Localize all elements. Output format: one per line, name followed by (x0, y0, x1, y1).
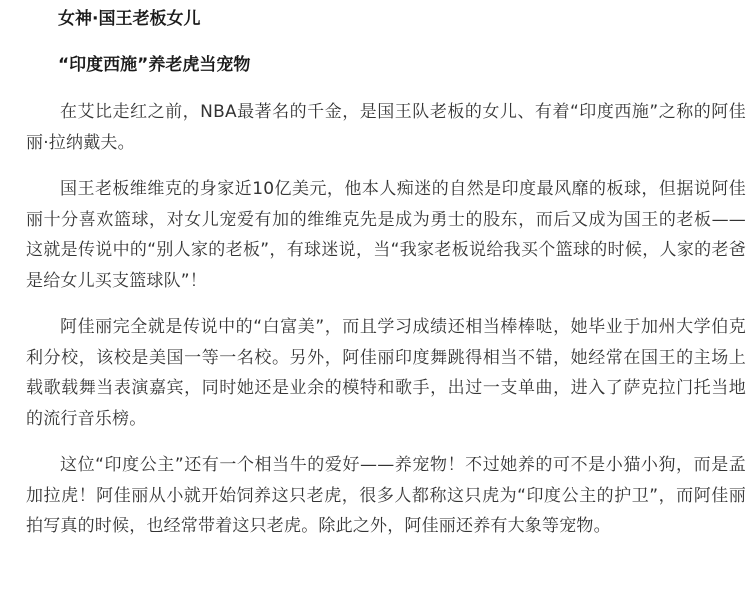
section-heading: 女神·国王老板女儿 (58, 9, 201, 29)
paragraph-intro: 在艾比走红之前，NBA最著名的千金，是国王队老板的女儿、有着“印度西施”之称的阿佳丽·拉纳戴夫。 (26, 102, 746, 153)
article-body (26, 0, 746, 542)
paragraph-owner: 国王老板维维克的身家近10亿美元，他本人痴迷的自然是印度最风靡的板球，但据说阿佳丽十分喜欢篮球，对女儿宠爱有加的维维克先是成为勇士的股东，而后又成为国王的老板——这就是传说中的“别人家的老板”，有球迷说，当“我家老板说给我买个篮球的时候，人家的老爸是给女儿买支篮球队”！ (26, 179, 746, 291)
paragraph-pet: 这位“印度公主”还有一个相当牛的爱好——养宠物！不过她养的可不是小猫小狗，而是孟加拉虎！阿佳丽从小就开始饲养这只老虎，很多人都称这只虎为“印度公主的护卫”，而阿佳丽拍写真的时候，也经常带着这只老虎。除此之外，阿佳丽还养有大象等宠物。 (26, 455, 746, 536)
paragraph-education: 阿佳丽完全就是传说中的“白富美”，而且学习成绩还相当棒棒哒，她毕业于加州大学伯克利分校，该校是美国一等一名校。另外，阿佳丽印度舞跳得相当不错，她经常在国王的主场上载歌载舞当表演嘉宾，同时她还是业余的模特和歌手，出过一支单曲，进入了萨克拉门托当地的流行音乐榜。 (26, 317, 746, 429)
section-subheading: “印度西施”养老虎当宠物 (58, 55, 251, 75)
